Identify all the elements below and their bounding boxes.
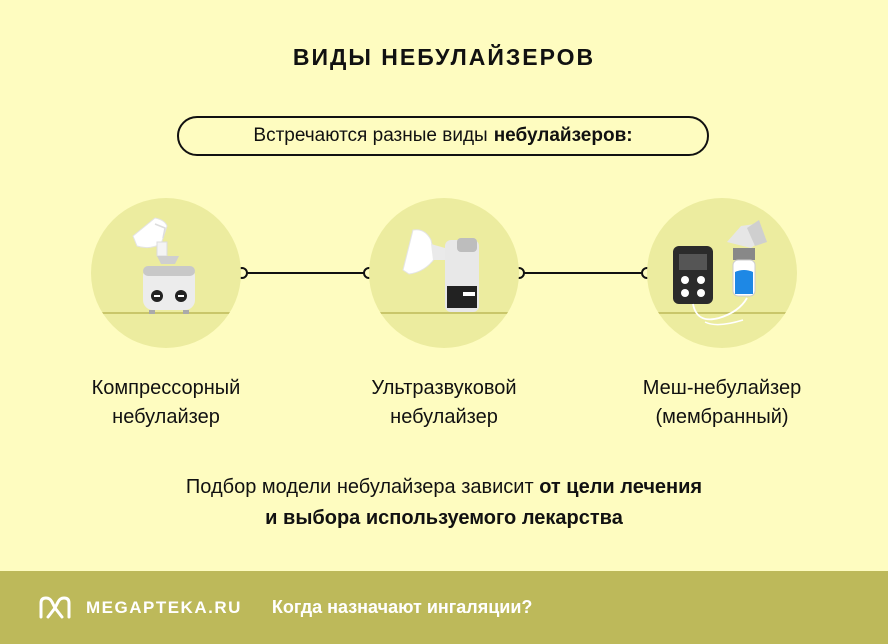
intro-text: Встречаются разные виды [253, 125, 488, 146]
type-label-line: Меш-небулайзер [642, 377, 802, 399]
brand-name[interactable]: MEGAPTEKA.RU [86, 597, 242, 617]
type-label-line: Ультразвуковой [371, 377, 517, 399]
footer-link[interactable]: Когда назначают ингаляции? [271, 597, 533, 617]
type-label-line: Компрессорный [91, 377, 241, 399]
type-label-mesh [607, 374, 837, 432]
ultrasonic-nebulizer-icon [369, 198, 519, 348]
selection-note [0, 472, 888, 534]
note-bold-2: и выбора используемого лекарства [265, 507, 623, 529]
note-text: Подбор модели небулайзера зависит [185, 476, 534, 498]
compressor-nebulizer-icon [91, 198, 241, 348]
type-label-ultrasonic [329, 374, 559, 432]
intro-bold: небулайзеров: [493, 125, 633, 146]
type-label-line: (мембранный) [655, 406, 789, 428]
page-title: ВИДЫ НЕБУЛАЙЗЕРОВ [292, 44, 596, 70]
type-label-line: небулайзер [112, 406, 220, 428]
footer-bar [0, 571, 888, 644]
megapteka-logo-icon[interactable] [38, 595, 72, 621]
mesh-nebulizer-icon [647, 198, 797, 348]
note-bold-1: от цели лечения [539, 476, 703, 498]
type-label-compressor [51, 374, 281, 432]
type-label-line: небулайзер [390, 406, 498, 428]
